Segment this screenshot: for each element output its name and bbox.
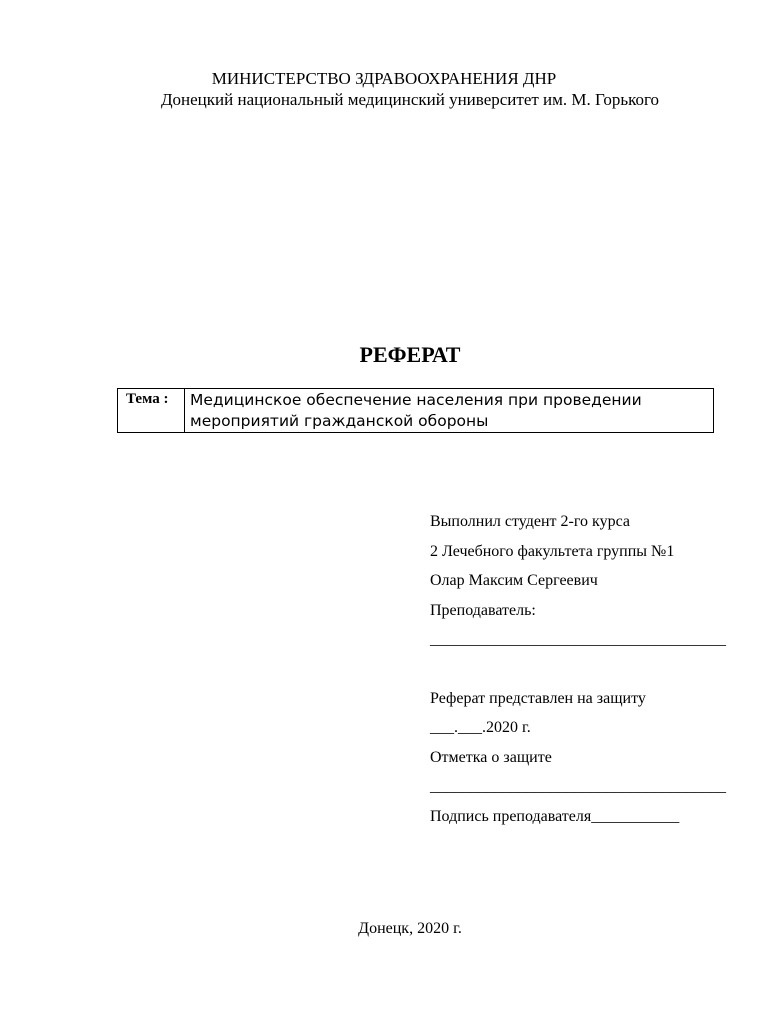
document-header <box>0 68 768 110</box>
document-title: РЕФЕРАТ <box>359 342 461 367</box>
ministry-name: МИНИСТЕРСТВО ЗДРАВООХРАНЕНИЯ ДНР <box>211 69 557 88</box>
defense-mark-label: Отметка о защите <box>430 748 552 766</box>
teacher-label: Преподаватель: <box>430 601 536 619</box>
submission-date: ___.___.2020 г. <box>430 719 531 736</box>
university-name: Донецкий национальный медицинский университет им. М. Горького <box>160 90 660 109</box>
city-year: Донецк, 2020 г. <box>358 920 462 937</box>
teacher-blank-line: _____________________________________ <box>430 631 726 648</box>
spacer <box>430 659 730 688</box>
topic-text <box>185 389 713 432</box>
topic-label: Тема : <box>118 389 185 432</box>
student-name: Олар Максим Сергеевич <box>430 572 598 589</box>
topic-line-1: Медицинское обеспечение населения при проведении <box>190 391 642 409</box>
faculty-group: 2 Лечебного факультета группы №1 <box>430 542 675 560</box>
topic-table <box>117 388 714 433</box>
submitted-label: Реферат представлен на защиту <box>430 689 646 707</box>
defense-blank-line: _____________________________________ <box>430 778 726 795</box>
performed-by: Выполнил студент 2-го курса <box>430 513 630 530</box>
topic-line-2: мероприятий гражданской обороны <box>190 412 489 430</box>
teacher-signature: Подпись преподавателя___________ <box>430 807 680 825</box>
author-info-block <box>430 511 730 835</box>
